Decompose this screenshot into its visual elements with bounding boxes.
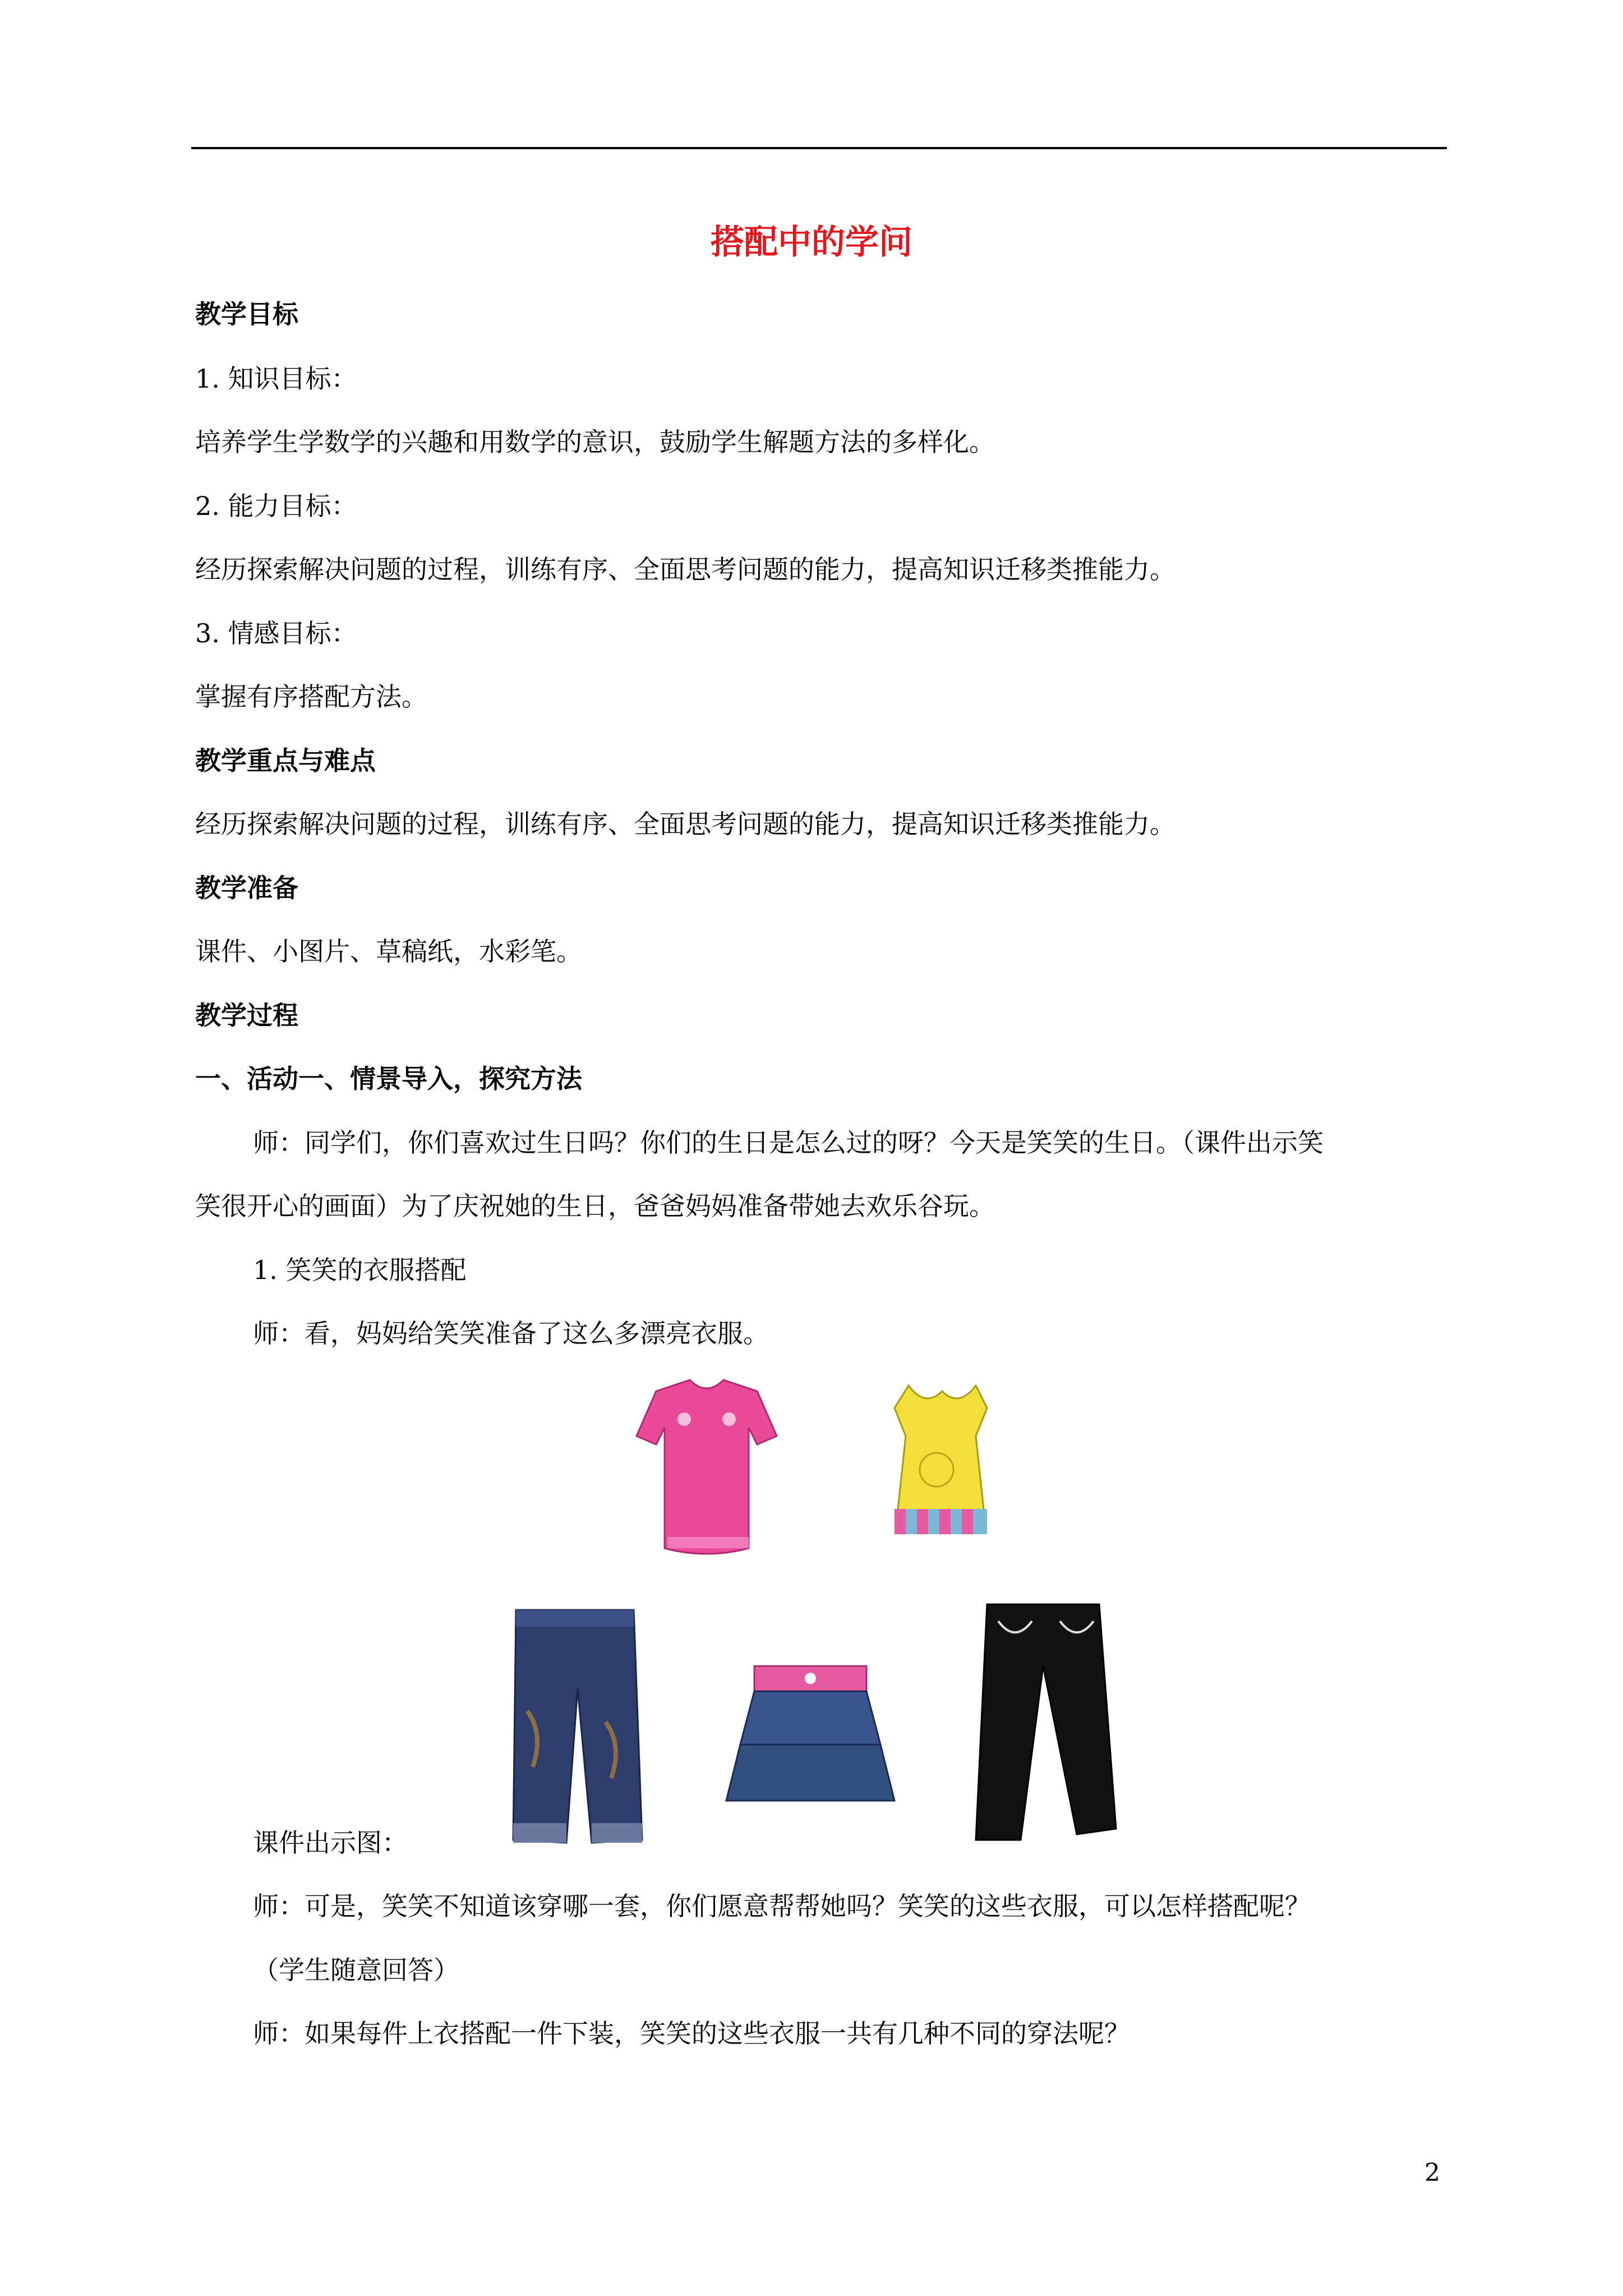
page-number: 2 [1424,2159,1440,2187]
clothes-illustration [494,1374,1155,1857]
pink-shirt-icon [637,1380,777,1554]
black-pants-icon [976,1604,1116,1840]
denim-skirt-icon [726,1666,895,1801]
key-text: 经历探索解决问题的过程，训练有序、全面思考问题的能力，提高知识迁移类推能力。 [195,809,1175,839]
denim-pants-icon [513,1610,642,1843]
prep-heading: 教学准备 [195,873,298,903]
goal3-label: 3. 情感目标： [195,618,357,648]
goals-heading: 教学目标 [195,299,298,329]
para5: 师：如果每件上衣搭配一件下装，笑笑的这些衣服一共有几种不同的穿法呢？ [253,2018,1130,2049]
activity1-heading: 一、活动一、情景导入，探究方法 [195,1064,582,1094]
para2: 师：看，妈妈给笑笑准备了这么多漂亮衣服。 [253,1318,769,1349]
prep-text: 课件、小图片、草稿纸，水彩笔。 [195,936,582,967]
para3: 师：可是，笑笑不知道该穿哪一套，你们愿意帮帮她吗？笑笑的这些衣服，可以怎样搭配呢？ [253,1891,1311,1921]
goal1-label: 1. 知识目标： [195,364,357,394]
process-heading: 教学过程 [195,1000,298,1030]
header-rule [191,147,1447,149]
goal2-text: 经历探索解决问题的过程，训练有序、全面思考问题的能力，提高知识迁移类推能力。 [195,554,1175,585]
para1-line1: 师：同学们，你们喜欢过生日吗？你们的生日是怎么过的呀？今天是笑笑的生日。（课件出示笑 [253,1128,1324,1158]
goal3-text: 掌握有序搭配方法。 [195,682,427,712]
para1-line2: 笑很开心的画面）为了庆祝她的生日，爸爸妈妈准备带她去欢乐谷玩。 [195,1191,995,1221]
yellow-top-icon [895,1386,987,1534]
key-heading: 教学重点与难点 [195,746,376,776]
figure-caption: 课件出示图： [253,1828,408,1858]
page-title: 搭配中的学问 [711,223,912,262]
goal1-text: 培养学生学数学的兴趣和用数学的意识，鼓励学生解题方法的多样化。 [195,427,995,457]
para4: （学生随意回答） [253,1955,459,1985]
goal2-label: 2. 能力目标： [195,491,357,521]
list-item-1: 1. 笑笑的衣服搭配 [253,1255,467,1285]
